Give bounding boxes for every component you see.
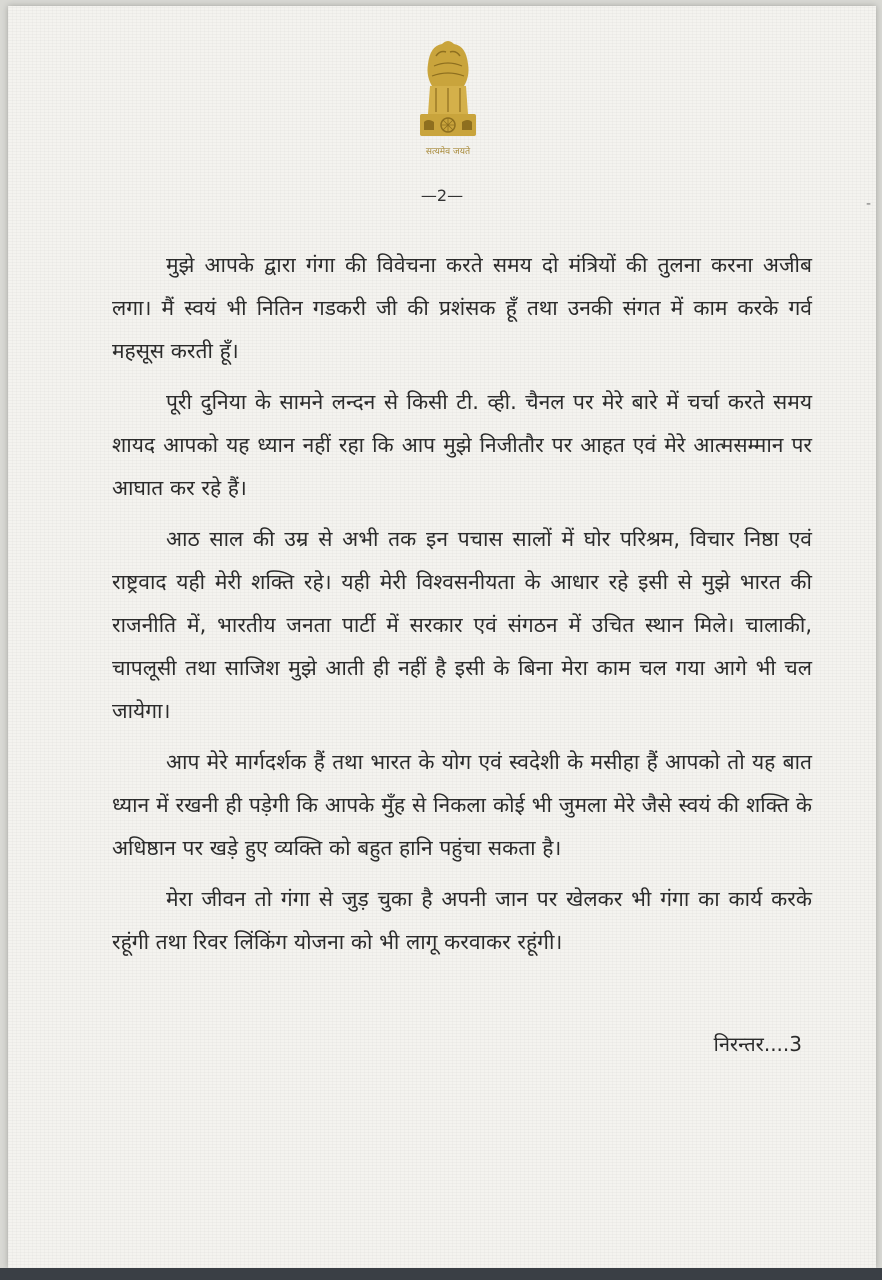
- paragraph-1: मुझे आपके द्वारा गंगा की विवेचना करते समय दो मंत्रियों की तुलना करना अजीब लगा। मैं स्वयं भी नितिन गडकरी जी की प्रशंसक हूँ तथा उनकी संगत में काम करके गर्व महसूस करती हूँ।: [112, 253, 812, 363]
- continued-marker: निरन्तर....3: [713, 1032, 802, 1056]
- motto-text: सत्यमेव जयते: [425, 147, 471, 157]
- margin-mark: -: [866, 196, 872, 212]
- paragraph-3: आठ साल की उम्र से अभी तक इन पचास सालों में घोर परिश्रम, विचार निष्ठा एवं राष्ट्रवाद यही मेरी शक्ति रहे। यही मेरी विश्वसनीयता के आधार रहे इसी से मुझे भारत की राजनीति में, भारतीय जनता पार्टी में सरकार एवं संगठन में उचित स्थान मिले। चालाकी, चापलूसी तथा साजिश मुझे आती ही नहीं है इसी के बिना मेरा काम चल गया आगे भी चल जायेगा।: [112, 527, 812, 723]
- paragraph-4: आप मेरे मार्गदर्शक हैं तथा भारत के योग एवं स्वदेशी के मसीहा हैं आपको तो यह बात ध्यान में रखनी ही पड़ेगी कि आपके मुँह से निकला कोई भी जुमला मेरे जैसे स्वयं की शक्ति के अधिष्ठान पर खड़े हुए व्यक्ति को बहुत हानि पहुंचा सकता है।: [112, 750, 812, 860]
- paragraph-5: मेरा जीवन तो गंगा से जुड़ चुका है अपनी जान पर खेलकर भी गंगा का कार्य करके रहूंगी तथा रिवर लिंकिंग योजना को भी लागू करवाकर रहूंगी।: [112, 887, 812, 954]
- background-surface: [0, 1268, 882, 1280]
- letter-page: [8, 6, 876, 1268]
- ashoka-emblem-icon: [406, 36, 490, 160]
- letter-body: [112, 244, 812, 972]
- paragraph-2: पूरी दुनिया के सामने लन्दन से किसी टी. व्ही. चैनल पर मेरे बारे में चर्चा करते समय शायद आपको यह ध्यान नहीं रहा कि आप मुझे निजीतौर पर आहत एवं मेरे आत्मसम्मान पर आघात कर रहे हैं।: [112, 390, 812, 500]
- page-number: —2—: [420, 186, 464, 205]
